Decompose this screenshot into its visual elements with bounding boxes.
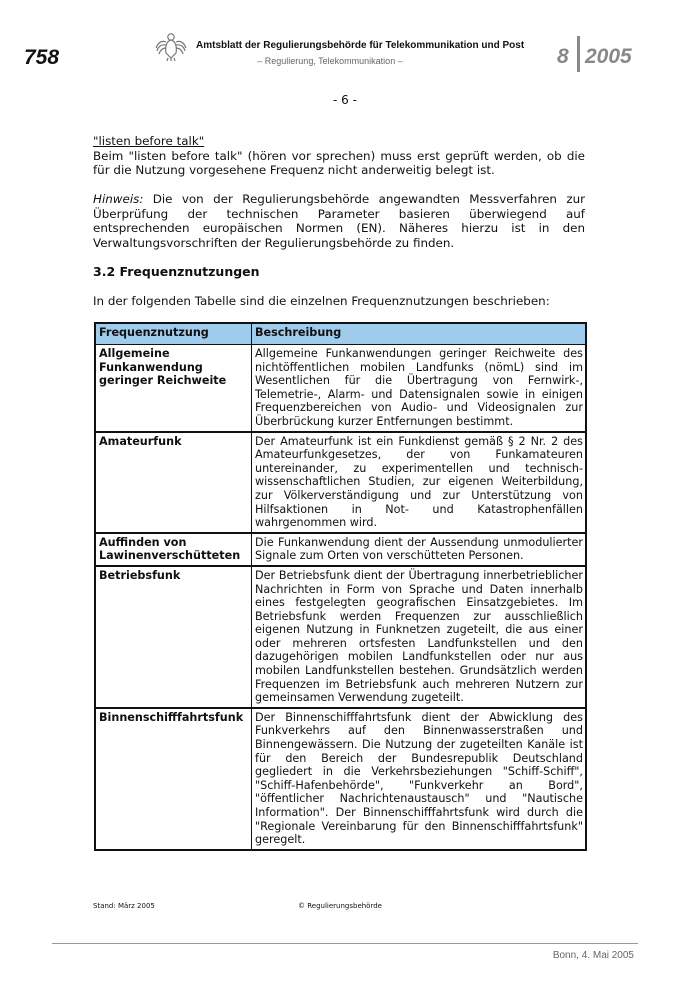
table-row <box>95 432 586 533</box>
section-intro: In der folgenden Tabelle sind die einzelnen Frequenznutzungen beschrieben: <box>93 294 550 308</box>
table-row <box>95 345 586 432</box>
issue-number: 8 <box>557 45 569 68</box>
page-number: 758 <box>24 46 60 69</box>
usage-cell: Binnenschifffahrtsfunk <box>95 708 252 850</box>
description-cell: Allgemeine Funkanwendungen geringer Reichweite des nichtöffentlichen mobilen Landfunks (nömL) sind im Wesentlichen für die Übertragung von Fernwirk-, Telemetrie-, Alarm- und Datensignalen sowie in einigen Frequenzbereichen von Audio- und Videosignalen zur Überbrückung kurzer Entfernungen bestimmt. <box>252 345 587 432</box>
table-header-row <box>95 323 586 345</box>
issue-year: 2005 <box>585 45 632 68</box>
description-cell: Der Amateurfunk ist ein Funkdienst gemäß § 2 Nr. 2 des Amateurfunkgesetzes, der von Funkamateuren untereinander, zu experimentellen und technisch-wissenschaftlichen Studien, zur eigenen Weiterbildung, zur Völkerverständigung und zur Unterstützung von Hilfsaktionen in Not- und Katastrophenfällen wahrgenommen wird. <box>252 432 587 533</box>
hinweis-paragraph <box>93 192 585 250</box>
table-row <box>95 566 586 708</box>
header-subtitle: – Regulierung, Telekommunikation – <box>257 56 403 66</box>
description-cell: Die Funkanwendung dient der Aussendung unmodulierter Signale zum Orten von verschütteten Personen. <box>252 533 587 566</box>
footer-copyright: © Regulierungsbehörde <box>298 902 382 910</box>
lbt-heading: "listen before talk" <box>93 134 205 148</box>
hinweis-text: Die von der Regulierungsbehörde angewandten Messverfahren zur Überprüfung der technischen Parameter basieren überwiegend auf entsprechenden europäischen Normen (EN). Näheres hierzu ist in den Verwaltungsvorschriften der Regulierungsbehörde zu finden. <box>93 192 585 250</box>
footer-divider <box>52 943 638 944</box>
footer-stand: Stand: März 2005 <box>93 902 155 910</box>
lbt-text: Beim "listen before talk" (hören vor sprechen) muss erst geprüft werden, ob die für die Nutzung vorgesehene Frequenz nicht anderweitig belegt ist. <box>93 148 585 177</box>
usage-cell: Betriebsfunk <box>95 566 252 708</box>
usage-cell: Amateurfunk <box>95 432 252 533</box>
description-cell: Der Betriebsfunk dient der Übertragung innerbetrieblicher Nachrichten in Form von Sprache und Daten innerhalb eines festgelegten geografischen Einsatzgebietes. Im Betriebsfunk werden Frequenzen zur ausschließlich eigenen Nutzung in Funknetzen zugeteilt, die aus einer oder mehreren ortsfesten Landfunkstellen und den dazugehörigen mobilen Landfunkstellen oder nur aus mobilen Landfunkstellen bestehen. Grundsätzlich werden Frequenzen im Betriebsfunk auch mehreren Nutzern zur gemeinsamen Verwendung zugeteilt. <box>252 566 587 708</box>
description-cell: Der Binnenschifffahrtsfunk dient der Abwicklung des Funkverkehrs auf den Binnenwasserstraßen und Binnengewässern. Die Nutzung der zugeteilten Kanäle ist für den Bereich der Bundesrepublik Deutschland gegliedert in die Verkehrsbeziehungen "Schiff-Schiff", "Schiff-Hafenbehörde", "Funkverkehr an Bord", "öffentlicher Nachrichtenaustausch" und "Nautische Information". Der Binnenschifffahrtsfunk wird durch die "Regionale Vereinbarung für den Binnenschifffahrtsfunk" geregelt. <box>252 708 587 850</box>
table-row <box>95 533 586 566</box>
footer-place-date: Bonn, 4. Mai 2005 <box>552 950 634 961</box>
usage-cell: Allgemeine Funkanwendung geringer Reichweite <box>95 345 252 432</box>
table-header-usage: Frequenznutzung <box>95 323 252 345</box>
header-title: Amtsblatt der Regulierungsbehörde für Telekommunikation und Post <box>196 40 525 51</box>
table-header-description: Beschreibung <box>252 323 587 345</box>
section-heading: 3.2 Frequenznutzungen <box>93 264 260 279</box>
header-divider <box>577 36 580 72</box>
lbt-block <box>93 134 585 178</box>
usage-cell: Auffinden von Lawinenverschütteten <box>95 533 252 566</box>
frequency-table <box>94 322 587 851</box>
hinweis-label: Hinweis: <box>93 192 144 206</box>
page-marker: - 6 - <box>333 93 357 107</box>
table-row <box>95 708 586 850</box>
